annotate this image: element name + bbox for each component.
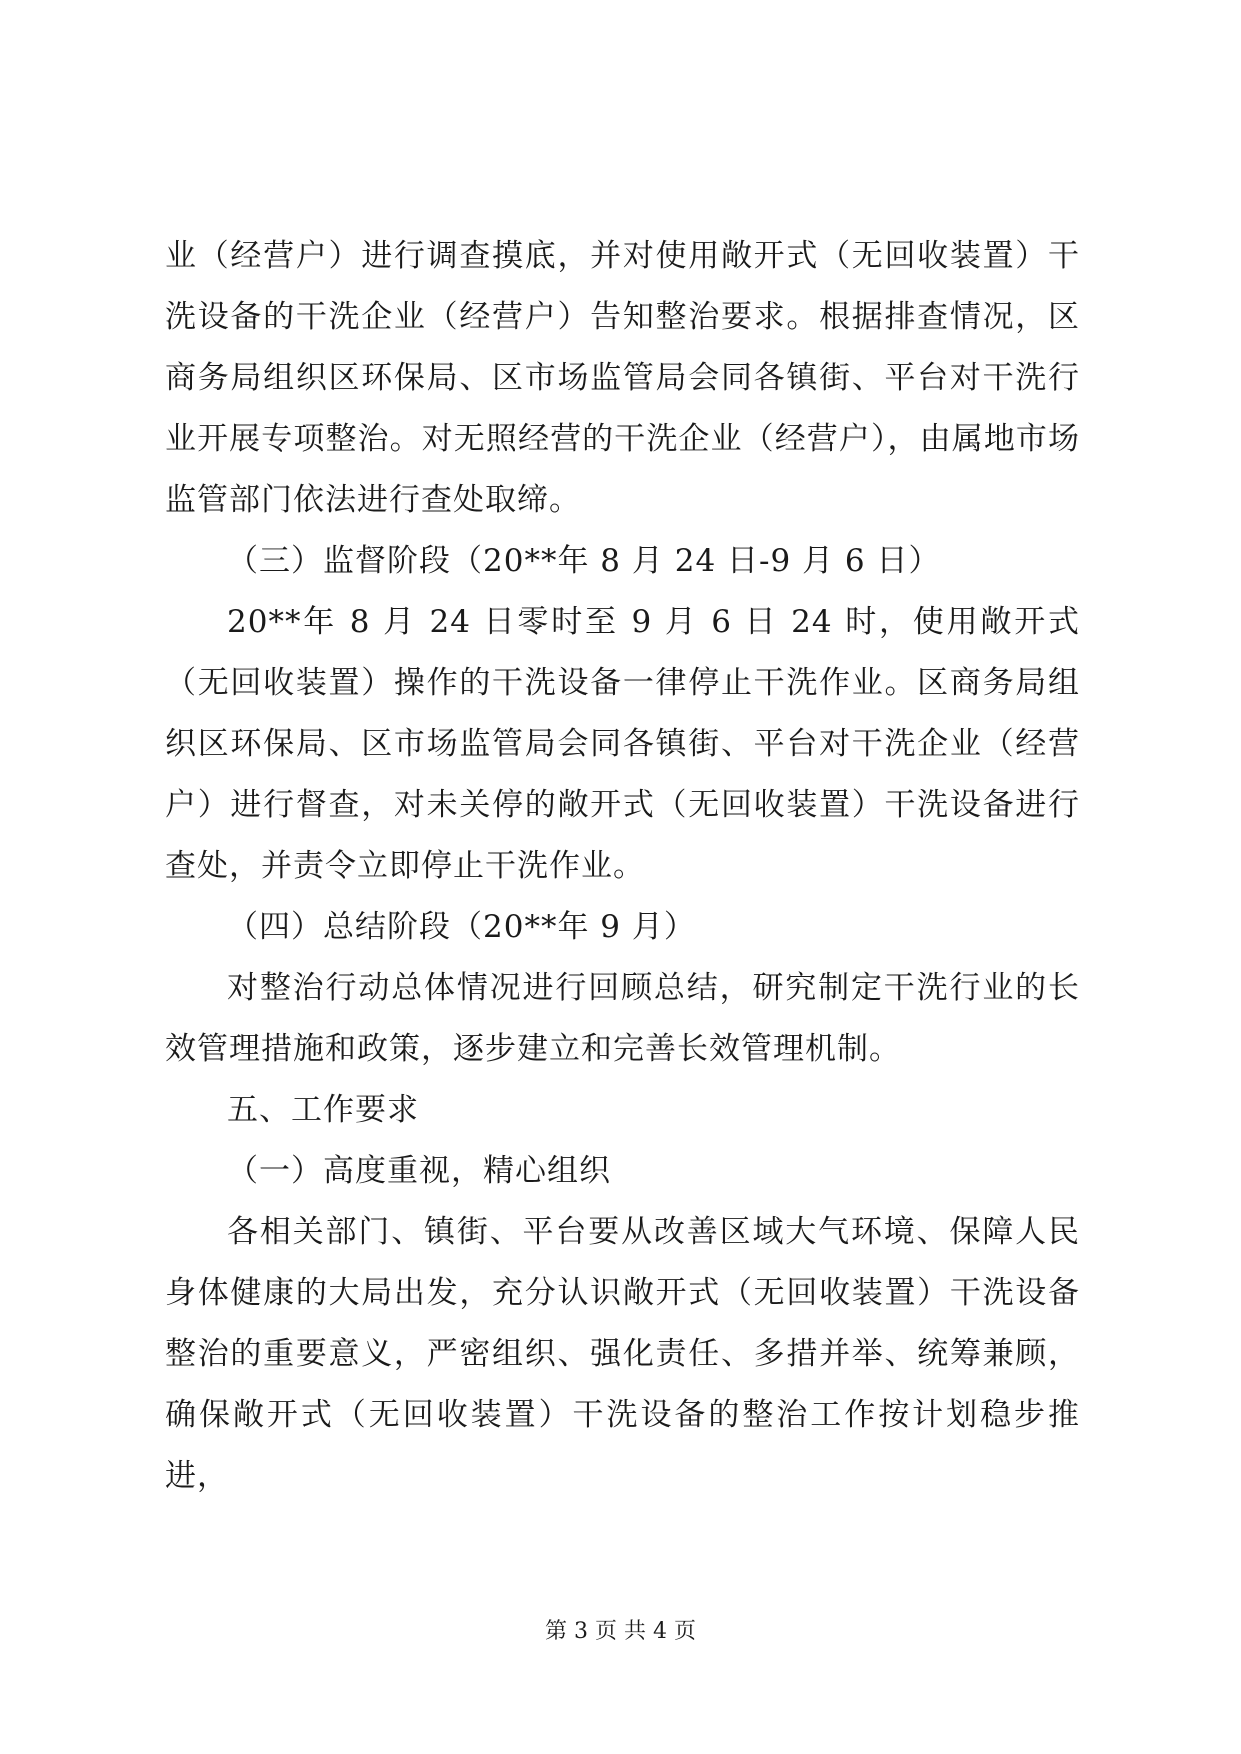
- paragraph-supervision: 20**年 8 月 24 日零时至 9 月 6 日 24 时，使用敞开式（无回收装置）操作的干洗设备一律停止干洗作业。区商务局组织区环保局、区市场监管局会同各镇街、平台对干洗企业（经营户）进行督查，对未关停的敞开式（无回收装置）干洗设备进行查处，并责令立即停止干洗作业。: [165, 604, 1080, 884]
- paragraph-attention: 各相关部门、镇街、平台要从改善区域大气环境、保障人民身体健康的大局出发，充分认识敞开式（无回收装置）干洗设备整治的重要意义，严密组织、强化责任、多措并举、统筹兼顾，确保敞开式（无回收装置）干洗设备的整治工作按计划稳步推进，: [165, 1214, 1080, 1494]
- paragraph-continuation: 业（经营户）进行调查摸底，并对使用敞开式（无回收装置）干洗设备的干洗企业（经营户）告知整治要求。根据排查情况，区商务局组织区环保局、区市场监管局会同各镇街、平台对干洗行业开展专项整治。对无照经营的干洗企业（经营户），由属地市场监管部门依法进行查处取缔。: [165, 238, 1080, 518]
- section-heading-work-requirements: 五、工作要求: [227, 1092, 419, 1128]
- subsection-heading-attention: （一）高度重视，精心组织: [227, 1153, 611, 1189]
- document-body: [165, 226, 1080, 1507]
- page-footer: 第 3 页 共 4 页: [545, 1619, 696, 1644]
- section-heading-summary-stage: （四）总结阶段（20**年 9 月）: [227, 909, 696, 945]
- paragraph-summary: 对整治行动总体情况进行回顾总结，研究制定干洗行业的长效管理措施和政策，逐步建立和完善长效管理机制。: [165, 970, 1080, 1067]
- section-heading-supervision-stage: （三）监督阶段（20**年 8 月 24 日-9 月 6 日）: [227, 543, 941, 579]
